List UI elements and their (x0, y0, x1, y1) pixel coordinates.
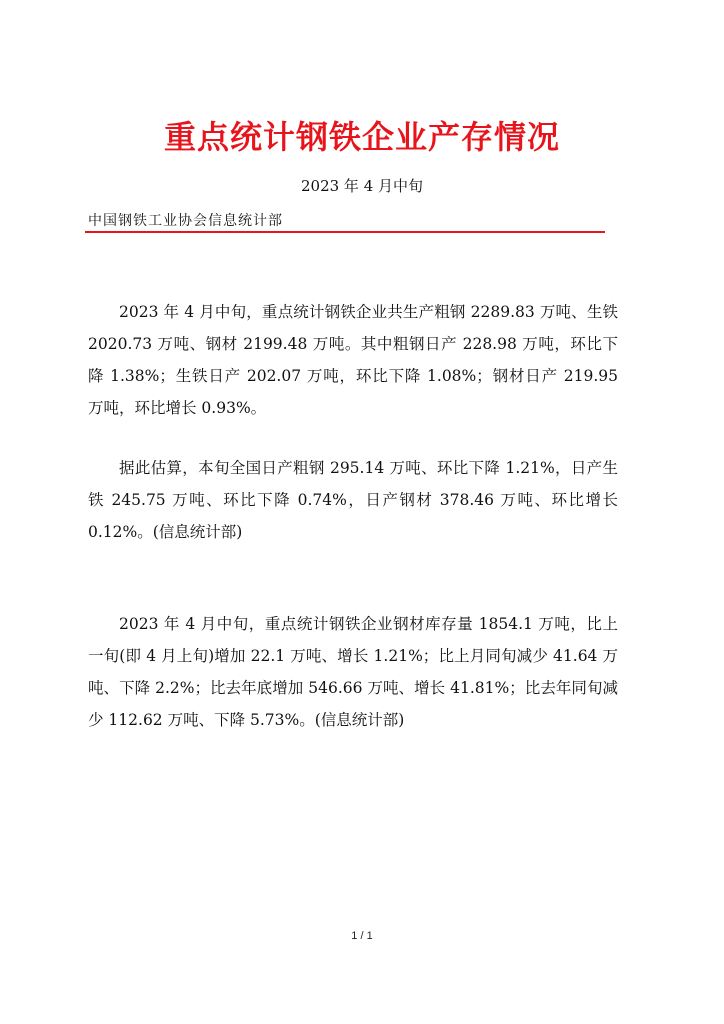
paragraph-inventory: 2023 年 4 月中旬，重点统计钢铁企业钢材库存量 1854.1 万吨，比上一旬(即 4 月上旬)增加 22.1 万吨、增长 1.21%；比上月同旬减少 41.64 万吨、下降 2.2%；比去年底增加 546.66 万吨、增长 41.81%；比去年同旬减少 112.62 万吨、下降 5.73%。(信息统计部) (88, 615, 618, 729)
header-divider (85, 231, 605, 233)
document-date: 2023 年 4 月中旬 (300, 177, 424, 195)
paragraph-production: 2023 年 4 月中旬，重点统计钢铁企业共生产粗钢 2289.83 万吨、生铁 2020.73 万吨、钢材 2199.48 万吨。其中粗钢日产 228.98 万吨，环比下降 1.38%；生铁日产 202.07 万吨，环比下降 1.08%；钢材日产 219.95 万吨，环比增长 0.93%。 (88, 303, 618, 417)
paragraph-national-estimate: 据此估算，本旬全国日产粗钢 295.14 万吨、环比下降 1.21%，日产生铁 245.75 万吨、环比下降 0.74%，日产钢材 378.46 万吨、环比增长 0.12%。(信息统计部) (88, 459, 618, 541)
organization-name: 中国钢铁工业协会信息统计部 (88, 213, 283, 229)
page-number: 1 / 1 (351, 930, 373, 942)
document-title: 重点统计钢铁企业产存情况 (163, 118, 560, 156)
